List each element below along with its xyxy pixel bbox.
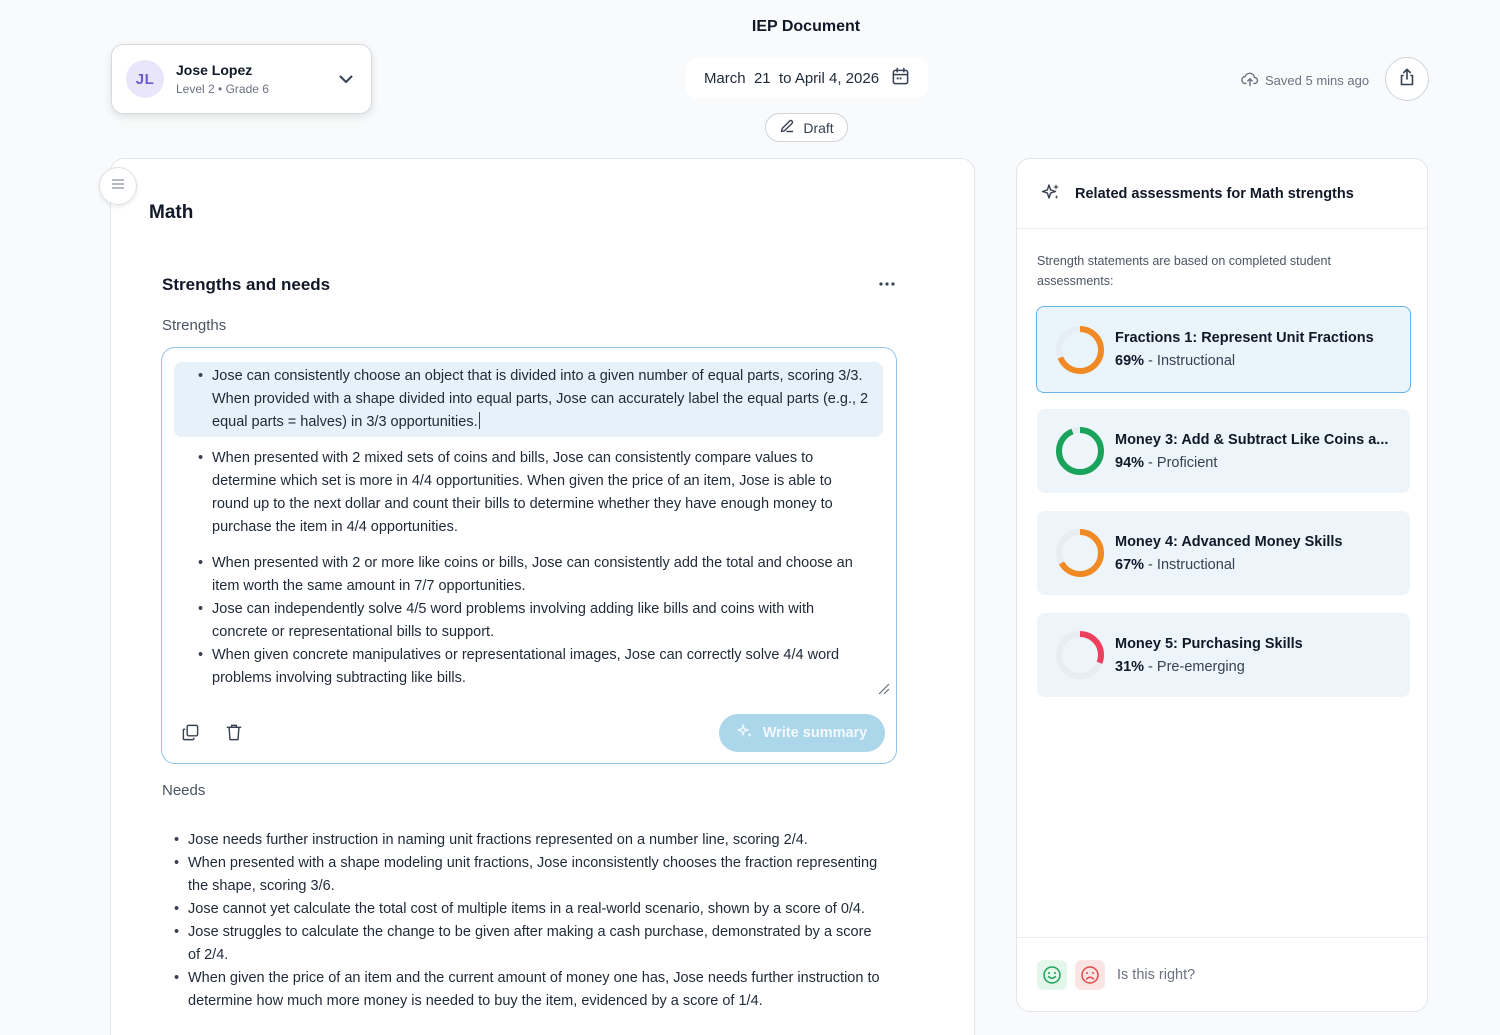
need-item[interactable]: • When presented with a shape modeling unit fractions, Jose inconsistently chooses the fraction representing the shape, scoring 3/6. xyxy=(150,852,897,898)
sparkle-icon xyxy=(1041,182,1061,206)
assessment-score: 94% - Proficient xyxy=(1115,454,1218,471)
strengths-list[interactable] xyxy=(162,362,895,690)
assessment-card[interactable] xyxy=(1037,511,1410,595)
resize-handle-icon[interactable] xyxy=(876,681,890,695)
need-item[interactable]: • Jose cannot yet calculate the total cost of multiple items in a real-world scenario, shown by a score of 0/4. xyxy=(150,898,897,921)
donut-progress-arc xyxy=(1059,430,1101,472)
status-badge[interactable] xyxy=(765,113,848,142)
share-button[interactable] xyxy=(1385,57,1429,101)
need-item[interactable]: • Jose needs further instruction in naming unit fractions represented on a number line, scoring 2/4. xyxy=(150,829,897,852)
assessment-percent: 69% xyxy=(1115,353,1145,369)
feedback-bar xyxy=(1017,937,1427,1011)
subsection-title: Strengths and needs xyxy=(162,275,331,294)
assessment-title: Money 4: Advanced Money Skills xyxy=(1115,533,1343,550)
share-icon xyxy=(1397,67,1417,92)
ellipsis-icon xyxy=(878,274,896,292)
pencil-icon xyxy=(779,118,795,137)
strength-item[interactable]: • When presented with 2 mixed sets of coins and bills, Jose can consistently compare values to determine which set is more in 4/4 opportunities. When given the price of an item, Jose is able to round up to the next dollar and count their bills to determine whether they have enough money to purchase the item in 4/4 opportunities. xyxy=(174,447,883,539)
menu-icon xyxy=(110,177,126,196)
assessment-level: Instructional xyxy=(1156,556,1236,573)
assessment-title: Money 5: Purchasing Skills xyxy=(1115,635,1303,652)
chevron-down-icon[interactable] xyxy=(335,68,357,90)
page-title: IEP Document xyxy=(751,18,861,35)
save-status xyxy=(1241,70,1369,90)
more-options-button[interactable] xyxy=(872,272,902,294)
student-level-grade: Level 2 • Grade 6 xyxy=(176,82,269,96)
frown-icon xyxy=(1080,965,1100,985)
avatar: JL xyxy=(126,60,164,98)
feedback-prompt: Is this right? xyxy=(1117,966,1196,983)
delete-button[interactable] xyxy=(224,722,244,742)
assessment-percent: 31% xyxy=(1115,658,1145,675)
copy-icon xyxy=(181,723,200,742)
strength-item[interactable]: • When presented with 2 or more like coins or bills, Jose can consistently add the total and choose an item worth the same amount in 7/7 opportunities. xyxy=(174,552,883,598)
assessment-score: 67% - Instructional xyxy=(1115,556,1236,573)
trash-icon xyxy=(225,723,243,742)
strengths-editor[interactable] xyxy=(161,347,897,764)
sparkle-icon xyxy=(737,723,753,743)
cloud-upload-icon xyxy=(1241,71,1259,90)
strength-item[interactable]: • Jose can independently solve 4/5 word problems involving adding like bills and coins with with concrete or representational bills to support. xyxy=(174,598,883,644)
assessment-percent: 94% xyxy=(1115,454,1145,471)
calendar-icon xyxy=(891,67,910,90)
needs-list[interactable] xyxy=(162,829,897,1013)
donut-chart xyxy=(1053,323,1107,377)
assessment-card[interactable] xyxy=(1037,613,1410,697)
panel-title: Related assessments for Math strengths xyxy=(1075,185,1354,202)
status-label: Draft xyxy=(803,119,834,136)
strengths-label: Strengths xyxy=(162,317,227,334)
assessment-title: Money 3: Add & Subtract Like Coins a... xyxy=(1115,431,1389,448)
thumbs-down-button[interactable] xyxy=(1075,960,1105,990)
assessment-score: 69% - Instructional xyxy=(1115,353,1236,369)
student-name: Jose Lopez xyxy=(176,62,253,78)
student-selector[interactable] xyxy=(111,44,372,114)
donut-chart xyxy=(1053,628,1107,682)
assessment-level: Instructional xyxy=(1156,353,1236,369)
date-range-text: March 21 to April 4, 2026 xyxy=(703,69,880,87)
panel-header xyxy=(1017,159,1427,229)
outline-toggle-button[interactable] xyxy=(99,167,137,205)
strength-item[interactable]: • Jose can consistently choose an object that is divided into a given number of equal parts, scoring 3/3. When provided with a shape divided into equal parts, Jose can accurately label the equal parts (e.g., 2 equal parts = halves) in 3/3 opportunities. xyxy=(174,362,883,437)
panel-description: Strength statements are based on completed student assessments: xyxy=(1037,254,1331,288)
date-range-picker[interactable] xyxy=(686,58,928,98)
write-summary-button[interactable] xyxy=(719,714,885,752)
related-assessments-panel xyxy=(1016,158,1428,1012)
assessment-level: Proficient xyxy=(1156,454,1218,471)
assessment-card[interactable] xyxy=(1036,306,1411,393)
donut-chart xyxy=(1053,526,1107,580)
need-item[interactable]: • When given the price of an item and the current amount of money one has, Jose needs further instruction to determine how much more money is needed to buy the item, evidenced by a score of 1/4. xyxy=(150,967,897,1013)
assessment-level: Pre-emerging xyxy=(1156,658,1245,675)
assessment-percent: 67% xyxy=(1115,556,1145,573)
assessment-score: 31% - Pre-emerging xyxy=(1115,658,1245,675)
write-summary-label: Write summary xyxy=(762,725,868,741)
thumbs-up-button[interactable] xyxy=(1037,960,1067,990)
section-title: Math xyxy=(149,202,194,223)
saved-text: Saved 5 mins ago xyxy=(1265,72,1370,88)
need-item[interactable]: • Jose struggles to calculate the change to be given after making a cash purchase, demonstrated by a score of 2/4. xyxy=(150,921,897,967)
needs-label: Needs xyxy=(162,782,206,799)
donut-chart xyxy=(1053,424,1107,478)
copy-button[interactable] xyxy=(180,722,200,742)
smile-icon xyxy=(1042,965,1062,985)
assessment-title: Fractions 1: Represent Unit Fractions xyxy=(1115,330,1374,346)
text-cursor xyxy=(479,412,480,429)
strength-item[interactable]: • When given concrete manipulatives or representational images, Jose can correctly solve 4/4 word problems involving subtracting like bills. xyxy=(174,644,883,690)
assessment-card[interactable] xyxy=(1037,409,1410,493)
